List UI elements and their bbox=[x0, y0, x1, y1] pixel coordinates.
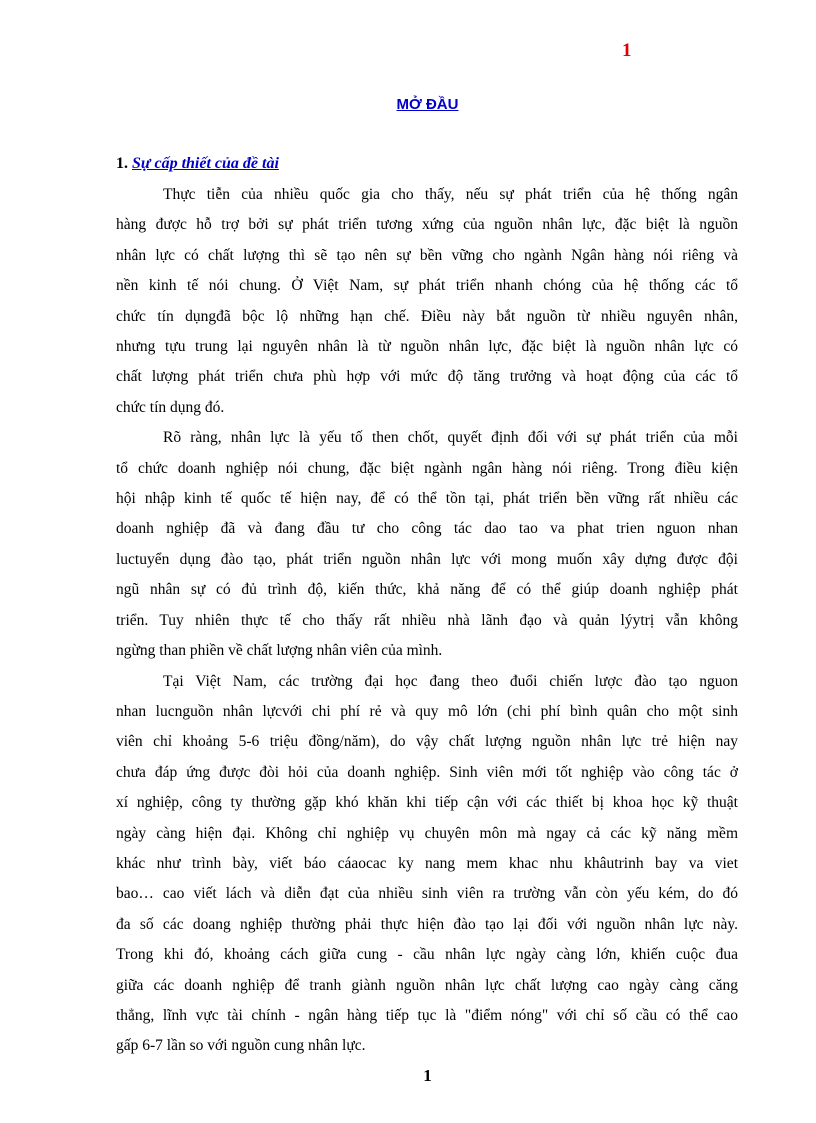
text-line: hội nhập kinh tế quốc tế hiện nay, để có thể tồn tại, phát triển bền vững rất nhiều các bbox=[116, 490, 738, 508]
text-line: tổ chức doanh nghiệp nói chung, đặc biệt ngành ngân hàng nói riêng. Trong điều kiện bbox=[116, 459, 738, 477]
text-line: Trong khi đó, khoảng cách giữa cung - cầu nhân lực ngày càng lớn, khiến cuộc đua bbox=[116, 946, 738, 964]
text-line: giữa các doanh nghiệp để tranh giành nguồn nhân lực chất lượng cao ngày càng căng bbox=[116, 976, 738, 994]
body-text bbox=[116, 180, 738, 1062]
text-line: gấp 6-7 lần so với nguồn cung nhân lực. bbox=[116, 1037, 366, 1055]
text-line: thẳng, lĩnh vực tài chính - ngân hàng tiếp tục là "điểm nóng" với chỉ số cầu có thể cao bbox=[116, 1006, 738, 1024]
text-line: doanh nghiệp đã và đang đầu tư cho công tác dao tao va phat trien nguon nhan bbox=[116, 520, 738, 538]
text-line: bao… cao viết lách và diễn đạt của nhiều sinh viên ra trường vẫn còn yếu kém, do đó bbox=[116, 885, 738, 903]
text-line: xí nghiệp, công ty thường gặp khó khăn khi tiếp cận với các thiết bị khoa học kỹ thuật bbox=[116, 794, 738, 812]
text-line: Rõ ràng, nhân lực là yếu tố then chốt, quyết định đối với sự phát triển của mỗi bbox=[163, 429, 738, 447]
text-line: chưa đáp ứng được đòi hỏi của doanh nghiệp. Sinh viên mới tốt nghiệp vào công tác ở bbox=[116, 763, 738, 781]
text-line: ngũ nhân sự có đủ trình độ, kiến thức, khả năng để có thể giúp doanh nghiệp phát bbox=[116, 581, 738, 599]
header-page-number: 1 bbox=[622, 40, 632, 61]
text-line: Thực tiễn của nhiều quốc gia cho thấy, nếu sự phát triển của hệ thống ngân bbox=[163, 186, 738, 203]
text-line: viên chỉ khoảng 5-6 triệu đồng/năm), do vậy chất lượng nguồn nhân lực trẻ hiện nay bbox=[116, 733, 738, 751]
text-line: chức tín dụngđã bộc lộ những hạn chế. Điều này bắt nguồn từ nhiều nguyên nhân, bbox=[116, 307, 738, 325]
section-title: Sự cấp thiết của đề tài bbox=[132, 155, 279, 172]
section-heading bbox=[116, 155, 279, 173]
chapter-heading: MỞ ĐẦU bbox=[396, 96, 459, 113]
text-line: chức tín dụng đó. bbox=[116, 398, 225, 416]
text-line: ngừng than phiền về chất lượng nhân viên của mình. bbox=[116, 642, 443, 660]
text-line: khác như trình bày, viết báo cáaocac ky nang mem khac nhu khâutrinh bay va viet bbox=[116, 854, 738, 872]
text-line: luctuyển dụng đào tạo, phát triển nguồn nhân lực với mong muốn xây dựng được đội bbox=[116, 550, 738, 568]
text-line: nhan lucnguồn nhân lựcvới chi phí rẻ và quy mô lớn (chi phí bình quân cho một sinh bbox=[116, 702, 738, 720]
text-line: nhân lực có chất lượng thì sẽ tạo nên sự bền vững cho ngành Ngân hàng nói riêng và bbox=[116, 246, 738, 264]
text-line: hàng được hỗ trợ bởi sự phát triển tương xứng của nguồn nhân lực, đặc biệt là nguồn bbox=[116, 216, 738, 234]
paragraph-2 bbox=[116, 423, 738, 666]
text-line: nền kinh tế nói chung. Ở Việt Nam, sự phát triển nhanh chóng của hệ thống các tổ bbox=[116, 277, 738, 295]
text-line: triển. Tuy nhiên thực tế cho thấy rất nhiều nhà lãnh đạo và quản lýytrị vẫn không bbox=[116, 611, 738, 629]
text-line: đa số các doang nghiệp thường phải thực hiện đào tạo lại đối với nguồn nhân lực này. bbox=[116, 915, 738, 933]
text-line: ngày càng hiện đại. Không chỉ nghiệp vụ chuyên môn mà ngay cả các kỹ năng mềm bbox=[116, 824, 738, 842]
text-line: chất lượng phát triển chưa phù hợp với mức độ tăng trưởng và hoạt động của các tổ bbox=[116, 368, 738, 386]
text-line: nhưng tựu trung lại nguyên nhân là từ nguồn nhân lực, đặc biệt là nguồn nhân lực có bbox=[116, 338, 738, 356]
paragraph-1 bbox=[116, 180, 738, 423]
text-line: Tại Việt Nam, các trường đại học đang theo đuổi chiến lược đào tạo nguon bbox=[163, 672, 738, 690]
section-number: 1. bbox=[116, 155, 128, 172]
footer-page-number: 1 bbox=[423, 1066, 432, 1085]
paragraph-3 bbox=[116, 667, 738, 1062]
